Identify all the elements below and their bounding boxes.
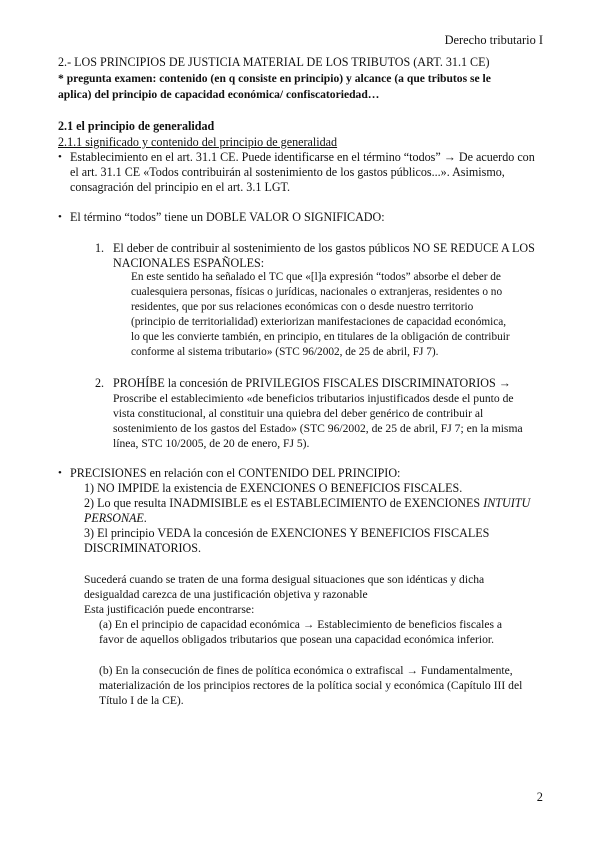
- sucedera-line-1: Sucederá cuando se traten de una forma desigual situaciones que son idénticas y dicha: [84, 573, 485, 586]
- sucedera-line-2: desigualdad carezca de una justificación objetiva y razonable: [84, 588, 368, 601]
- precision-2-cont: [84, 511, 147, 526]
- bullet2-text: El término “todos” tiene un DOBLE VALOR O SIGNIFICADO:: [70, 210, 385, 224]
- justification-a-line-2: favor de aquellos obligados tributarios que posean una capacidad económica inferior.: [99, 633, 495, 646]
- justification-b-line-1: (b) En la consecución de fines de política económica o extrafiscal → Fundamentalmente,: [99, 664, 513, 677]
- subsection-title: 2.1 el principio de generalidad: [58, 119, 215, 133]
- precision-2-italic-cont: PERSONAE: [84, 511, 144, 525]
- exam-note-line-2: aplica) del principio de capacidad económica/ confiscatoriedad…: [58, 88, 380, 101]
- bullet1-line-1: Establecimiento en el art. 31.1 CE. Puede identificarse en el término “todos” → De acuerdo con: [70, 150, 535, 164]
- item1-quote-line-6: conforme al sistema tributario» (STC 96/2002, de 25 de abril, FJ 7).: [131, 346, 439, 358]
- precision-2-text: 2) Lo que resulta INADMISIBLE es el ESTABLECIMIENTO de EXENCIONES: [84, 496, 484, 510]
- justification-b-line-2: materialización de los principios rectores de la política social y económica (Capítulo III del: [99, 679, 523, 692]
- item2-line-4: sostenimiento de los gastos del Estado» (STC 96/2002, de 25 de abril, FJ 7; en la misma: [113, 422, 523, 435]
- subsubsection-title: 2.1.1 significado y contenido del principio de generalidad: [58, 135, 338, 149]
- precision-1: 1) NO IMPIDE la existencia de EXENCIONES O BENEFICIOS FISCALES.: [84, 481, 463, 495]
- item1-number: 1.: [95, 241, 105, 255]
- item2-line-3: vista constitucional, al constituir una quiebra del deber genérico de contribuir al: [113, 407, 484, 420]
- running-header: Derecho tributario I: [444, 33, 543, 47]
- bullet-marker: •: [58, 151, 62, 163]
- precision-3-line-1: 3) El principio VEDA la concesión de EXENCIONES Y BENEFICIOS FISCALES: [84, 526, 490, 540]
- item1-line-1: El deber de contribuir al sostenimiento de los gastos públicos NO SE REDUCE A LOS: [113, 241, 535, 255]
- item1-quote-line-4: (principio de territorialidad) exteriorizan manifestaciones de capacidad económica,: [131, 316, 507, 328]
- precision-3-line-2: DISCRIMINATORIOS.: [84, 541, 202, 555]
- exam-note-line-1: * pregunta examen: contenido (en q consiste en principio) y alcance (a que tributos se le: [58, 72, 491, 85]
- sucedera-line-3: Esta justificación puede encontrarse:: [84, 603, 255, 616]
- item1-quote-line-3: residentes, que por sus relaciones económicas con o desde nuestro territorio: [131, 301, 474, 313]
- justification-b-line-3: Título I de la CE).: [99, 694, 184, 707]
- page-number: 2: [536, 790, 543, 804]
- section-title: 2.- LOS PRINCIPIOS DE JUSTICIA MATERIAL DE LOS TRIBUTOS (ART. 31.1 CE): [58, 55, 490, 69]
- precision-2: [84, 496, 530, 511]
- justification-a-line-1: (a) En el principio de capacidad económica → Establecimiento de beneficios fiscales a: [99, 618, 503, 631]
- bullet1-line-3: consagración del principio en el art. 3.1 LGT.: [70, 180, 291, 194]
- item2-line-2: Proscribe el establecimiento «de beneficios tributarios injustificados desde el punto de: [113, 392, 514, 405]
- bullet1-line-2: el art. 31.1 CE «Todos contribuirán al sostenimiento de los gastos públicos...». Asimismo,: [70, 165, 505, 179]
- item1-quote-line-5: lo que les convierte también, en principio, en titulares de la obligación de contribuir: [131, 331, 510, 343]
- item2-line-5: línea, STC 10/2005, de 20 de enero, FJ 5).: [113, 437, 310, 450]
- precision-2-italic: INTUITU: [483, 496, 531, 510]
- item2-line-1: PROHÍBE la concesión de PRIVILEGIOS FISCALES DISCRIMINATORIOS →: [113, 376, 511, 390]
- bullet-marker: •: [58, 467, 62, 479]
- item1-line-2: NACIONALES ESPAÑOLES:: [113, 256, 265, 270]
- item1-quote-line-1: En este sentido ha señalado el TC que «[l]a expresión “todos” absorbe el deber de: [131, 271, 501, 283]
- item2-number: 2.: [95, 376, 105, 390]
- bullet3-text: PRECISIONES en relación con el CONTENIDO DEL PRINCIPIO:: [70, 466, 401, 480]
- precision-2-period: .: [143, 511, 147, 525]
- bullet-marker: •: [58, 211, 62, 223]
- item1-quote-line-2: cualesquiera personas, físicas o jurídicas, nacionales o extranjeras, residentes o no: [131, 286, 503, 298]
